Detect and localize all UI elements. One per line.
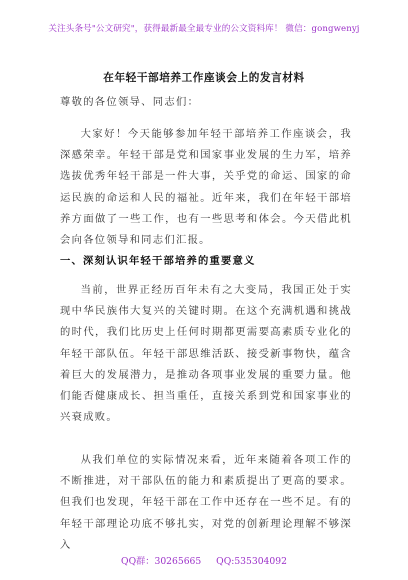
section-heading: 一、深刻认识年轻干部培养的重要意义 xyxy=(60,255,256,267)
salutation: 尊敬的各位领导、同志们： xyxy=(60,96,200,108)
header-banner: 关注头条号"公文研究"，获得最新最全最专业的公文资料库！ 微信：gongwenyj xyxy=(48,24,360,34)
document-title: 在年轻干部培养工作座谈会上的发言材料 xyxy=(103,72,305,84)
paragraph-situation: 从我们单位的实际情况来看，近年来随着各项工作的不断推进，对干部队伍的能力和素质提出了更高的要求。但我们也发现，年轻干部在工作中还存在一些不足。有的年轻干部理论功底不够扎实，对党的创新理论理解不够深入 xyxy=(60,454,352,551)
footer-contact xyxy=(0,553,408,567)
footer-qq-group: QQ群：30265665 xyxy=(121,556,202,567)
paragraph-context: 当前，世界正经历百年未有之大变局，我国正处于实现中华民族伟大复兴的关键时期。在这个充满机遇和挑战的时代，我们比历史上任何时期都更需要高素质专业化的年轻干部队伍。年轻干部思维活跃、接受新事物快，蕴含着巨大的发展潜力，是推动各项事业发展的重要力量。他们能否健康成长、担当重任，直接关系到党和国家事业的兴衰成败。 xyxy=(60,284,352,424)
footer-qq-number: QQ:535304092 xyxy=(216,556,287,567)
paragraph-opening: 大家好！今天能够参加年轻干部培养工作座谈会，我深感荣幸。年轻干部是党和国家事业发展的生力军，培养选拔优秀年轻干部是一件大事，关乎党的命运、国家的命运民族的命运和人民的福祉。近年来，我们在年轻干部培养方面做了一些工作，也有一些思考和体会。今天借此机会向各位领导和同志们汇报。 xyxy=(60,128,352,247)
